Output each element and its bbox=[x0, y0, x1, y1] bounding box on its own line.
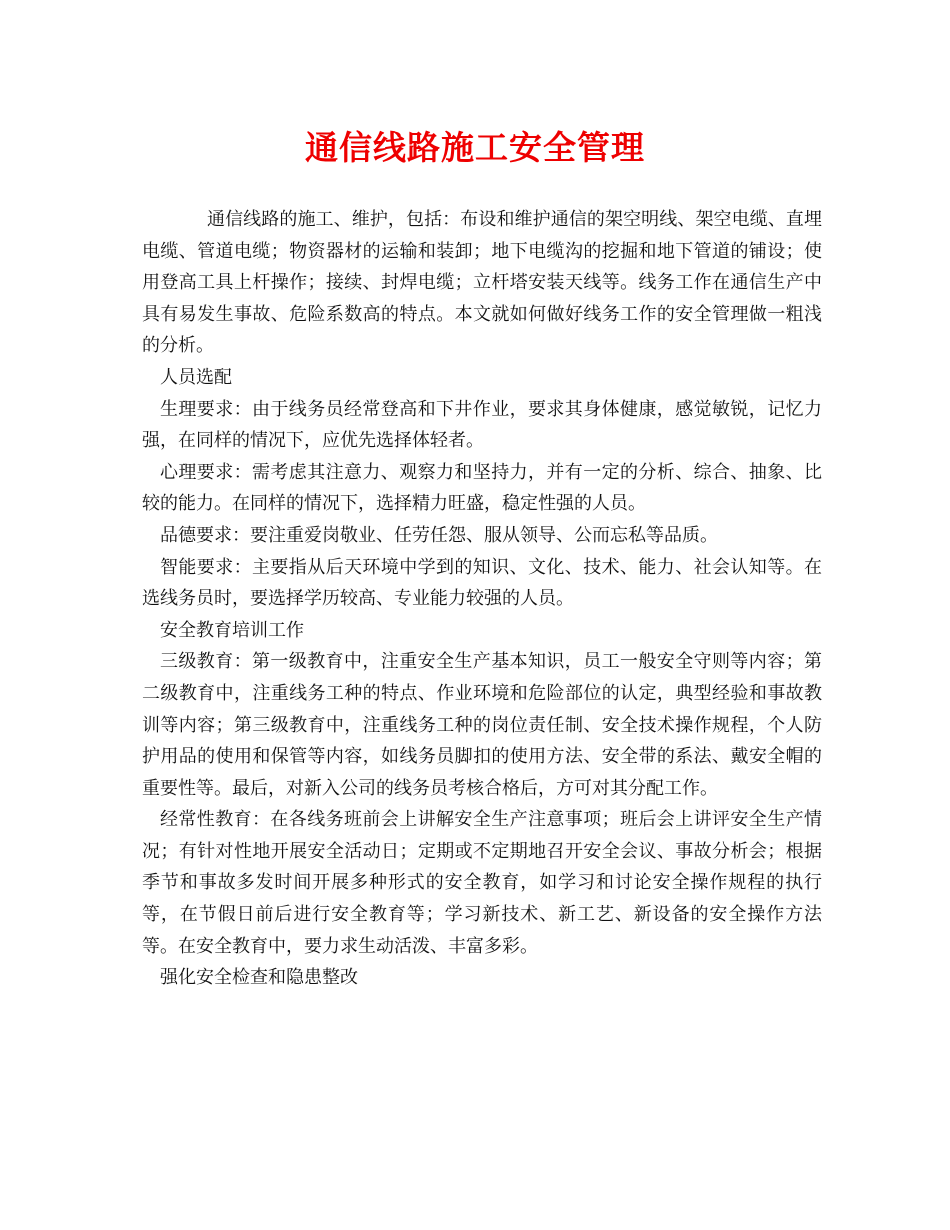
psychological-requirements-paragraph: 心理要求：需考虑其注意力、观察力和坚持力，并有一定的分析、综合、抽象、比较的能力。在同样的情况下，选择精力旺盛，稳定性强的人员。 bbox=[142, 461, 822, 515]
physiological-requirements-paragraph: 生理要求：由于线务员经常登高和下井作业，要求其身体健康，感觉敏锐，记忆力强，在同样的情况下，应优先选择体轻者。 bbox=[142, 398, 822, 452]
intro-paragraph: 通信线路的施工、维护，包括：布设和维护通信的架空明线、架空电缆、直埋电缆、管道电缆；物资器材的运输和装卸；地下电缆沟的挖掘和地下管道的铺设；使用登高工具上杆操作；接续、封焊电缆；立杆塔安装天线等。线务工作在通信生产中具有易发生事故、危险系数高的特点。本文就如何做好线务工作的安全管理做一粗浅的分析。 bbox=[142, 209, 822, 357]
moral-requirements-paragraph: 品德要求：要注重爱岗敬业、任劳任怨、服从领导、公而忘私等品质。 bbox=[160, 524, 718, 546]
document-title: 通信线路施工安全管理 bbox=[305, 128, 645, 167]
intelligence-requirements-paragraph: 智能要求：主要指从后天环境中学到的知识、文化、技术、能力、社会认知等。在选线务员时，要选择学历较高、专业能力较强的人员。 bbox=[142, 556, 822, 610]
section-heading-staffing: 人员选配 bbox=[160, 366, 232, 388]
section-heading-safety-training: 安全教育培训工作 bbox=[160, 619, 304, 641]
regular-education-paragraph: 经常性教育：在各线务班前会上讲解安全生产注意事项；班后会上讲评安全生产情况；有针对性地开展安全活动日；定期或不定期地召开安全会议、事故分析会；根据季节和事故多发时间开展多种形式的安全教育，如学习和讨论安全操作规程的执行等，在节假日前后进行安全教育等；学习新技术、新工艺、新设备的安全操作方法等。在安全教育中，要力求生动活泼、丰富多彩。 bbox=[142, 809, 822, 957]
three-level-education-paragraph: 三级教育：第一级教育中，注重安全生产基本知识，员工一般安全守则等内容；第二级教育中，注重线务工种的特点、作业环境和危险部位的认定，典型经验和事故教训等内容；第三级教育中，注重线务工种的岗位责任制、安全技术操作规程，个人防护用品的使用和保管等内容，如线务员脚扣的使用方法、安全带的系法、戴安全帽的重要性等。最后，对新入公司的线务员考核合格后，方可对其分配工作。 bbox=[142, 651, 822, 799]
section-heading-inspection: 强化安全检查和隐患整改 bbox=[160, 967, 358, 989]
document-body bbox=[142, 204, 822, 994]
